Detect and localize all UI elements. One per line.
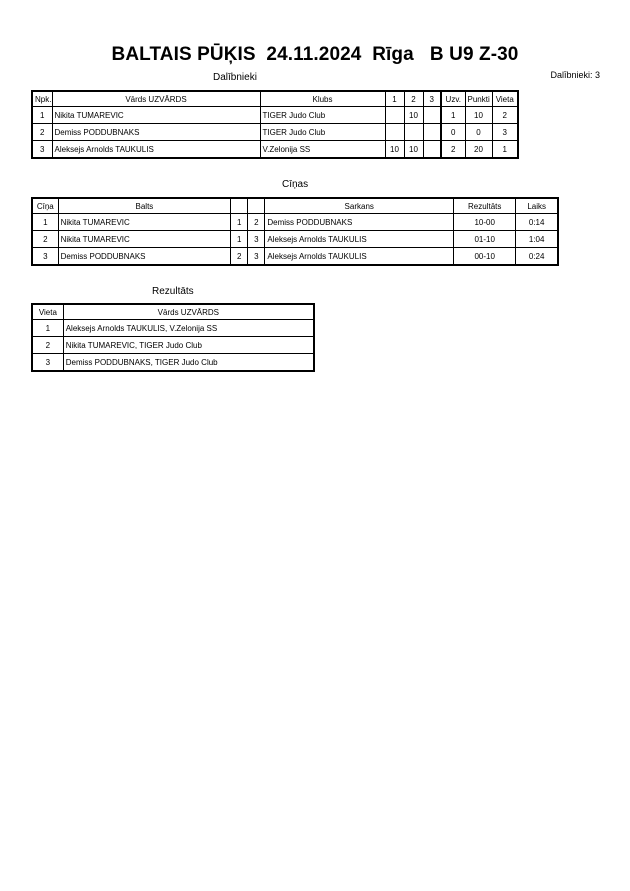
header-points: Punkti <box>465 91 492 107</box>
cell-red: Aleksejs Arnolds TAUKULIS <box>265 248 454 266</box>
cell-name: Aleksejs Arnolds TAUKULIS <box>52 141 260 159</box>
cell-place: 1 <box>32 320 63 337</box>
header-wins: Uzv. <box>441 91 465 107</box>
cell-white: Nikita TUMAREVIC <box>58 231 231 248</box>
table-row <box>32 214 558 231</box>
header-round-1: 1 <box>385 91 404 107</box>
cell-wins: 0 <box>441 124 465 141</box>
cell-round-2: 10 <box>404 141 423 159</box>
cell-round-3 <box>423 141 441 159</box>
cell-name: Demiss PODDUBNAKS <box>52 124 260 141</box>
table-row <box>32 320 314 337</box>
table-row <box>32 141 518 159</box>
cell-name-club: Aleksejs Arnolds TAUKULIS, V.Zelonija SS <box>63 320 314 337</box>
cell-red-no: 3 <box>248 248 265 266</box>
header-fight: Cīņa <box>32 198 58 214</box>
table-row <box>32 248 558 266</box>
cell-white-no: 1 <box>231 214 248 231</box>
fights-header-row <box>32 198 558 214</box>
cell-club: V.Zelonija SS <box>260 141 385 159</box>
cell-time: 0:14 <box>516 214 558 231</box>
table-row <box>32 107 518 124</box>
cell-round-3 <box>423 124 441 141</box>
header-name: Vārds UZVĀRDS <box>63 304 314 320</box>
cell-round-2 <box>404 124 423 141</box>
cell-round-3 <box>423 107 441 124</box>
table-row <box>32 354 314 372</box>
cell-white-no: 1 <box>231 231 248 248</box>
cell-place: 2 <box>32 337 63 354</box>
header-place: Vieta <box>492 91 518 107</box>
cell-red: Demiss PODDUBNAKS <box>265 214 454 231</box>
cell-time: 0:24 <box>516 248 558 266</box>
cell-round-2: 10 <box>404 107 423 124</box>
cell-fight: 2 <box>32 231 58 248</box>
cell-white-no: 2 <box>231 248 248 266</box>
table-row <box>32 337 314 354</box>
cell-place: 3 <box>492 124 518 141</box>
cell-fight: 3 <box>32 248 58 266</box>
header-name: Vārds UZVĀRDS <box>52 91 260 107</box>
cell-red-no: 2 <box>248 214 265 231</box>
header-time: Laiks <box>516 198 558 214</box>
participants-count: Dalībnieki: 3 <box>550 70 600 80</box>
cell-place: 3 <box>32 354 63 372</box>
cell-round-1: 10 <box>385 141 404 159</box>
cell-wins: 2 <box>441 141 465 159</box>
cell-result: 00-10 <box>454 248 516 266</box>
table-row <box>32 124 518 141</box>
cell-red-no: 3 <box>248 231 265 248</box>
header-place: Vieta <box>32 304 63 320</box>
cell-points: 20 <box>465 141 492 159</box>
cell-name-club: Nikita TUMAREVIC, TIGER Judo Club <box>63 337 314 354</box>
cell-place: 1 <box>492 141 518 159</box>
cell-result: 10-00 <box>454 214 516 231</box>
cell-white: Nikita TUMAREVIC <box>58 214 231 231</box>
cell-name: Nikita TUMAREVIC <box>52 107 260 124</box>
cell-club: TIGER Judo Club <box>260 124 385 141</box>
cell-white: Demiss PODDUBNAKS <box>58 248 231 266</box>
cell-wins: 1 <box>441 107 465 124</box>
header-white: Balts <box>58 198 231 214</box>
results-header-row <box>32 304 314 320</box>
cell-red: Aleksejs Arnolds TAUKULIS <box>265 231 454 248</box>
header-club: Klubs <box>260 91 385 107</box>
cell-result: 01-10 <box>454 231 516 248</box>
header-white-no <box>231 198 248 214</box>
header-result: Rezultāts <box>454 198 516 214</box>
cell-fight: 1 <box>32 214 58 231</box>
fights-section-label: Cīņas <box>282 179 309 190</box>
table-row <box>32 231 558 248</box>
fights-table <box>31 197 559 266</box>
cell-club: TIGER Judo Club <box>260 107 385 124</box>
participants-table <box>31 90 519 159</box>
header-round-3: 3 <box>423 91 441 107</box>
cell-round-1 <box>385 124 404 141</box>
cell-npk: 1 <box>32 107 52 124</box>
cell-npk: 3 <box>32 141 52 159</box>
cell-time: 1:04 <box>516 231 558 248</box>
results-section-label: Rezultāts <box>152 286 194 297</box>
cell-name-club: Demiss PODDUBNAKS, TIGER Judo Club <box>63 354 314 372</box>
participants-header-row <box>32 91 518 107</box>
cell-place: 2 <box>492 107 518 124</box>
page-title: BALTAIS PŪĶIS 24.11.2024 Rīga B U9 Z-30 <box>111 44 519 65</box>
header-round-2: 2 <box>404 91 423 107</box>
participants-section-label: Dalībnieki <box>213 72 257 83</box>
cell-round-1 <box>385 107 404 124</box>
cell-points: 10 <box>465 107 492 124</box>
header-red: Sarkans <box>265 198 454 214</box>
results-table <box>31 303 315 372</box>
header-npk: Npk. <box>32 91 52 107</box>
cell-npk: 2 <box>32 124 52 141</box>
cell-points: 0 <box>465 124 492 141</box>
header-red-no <box>248 198 265 214</box>
